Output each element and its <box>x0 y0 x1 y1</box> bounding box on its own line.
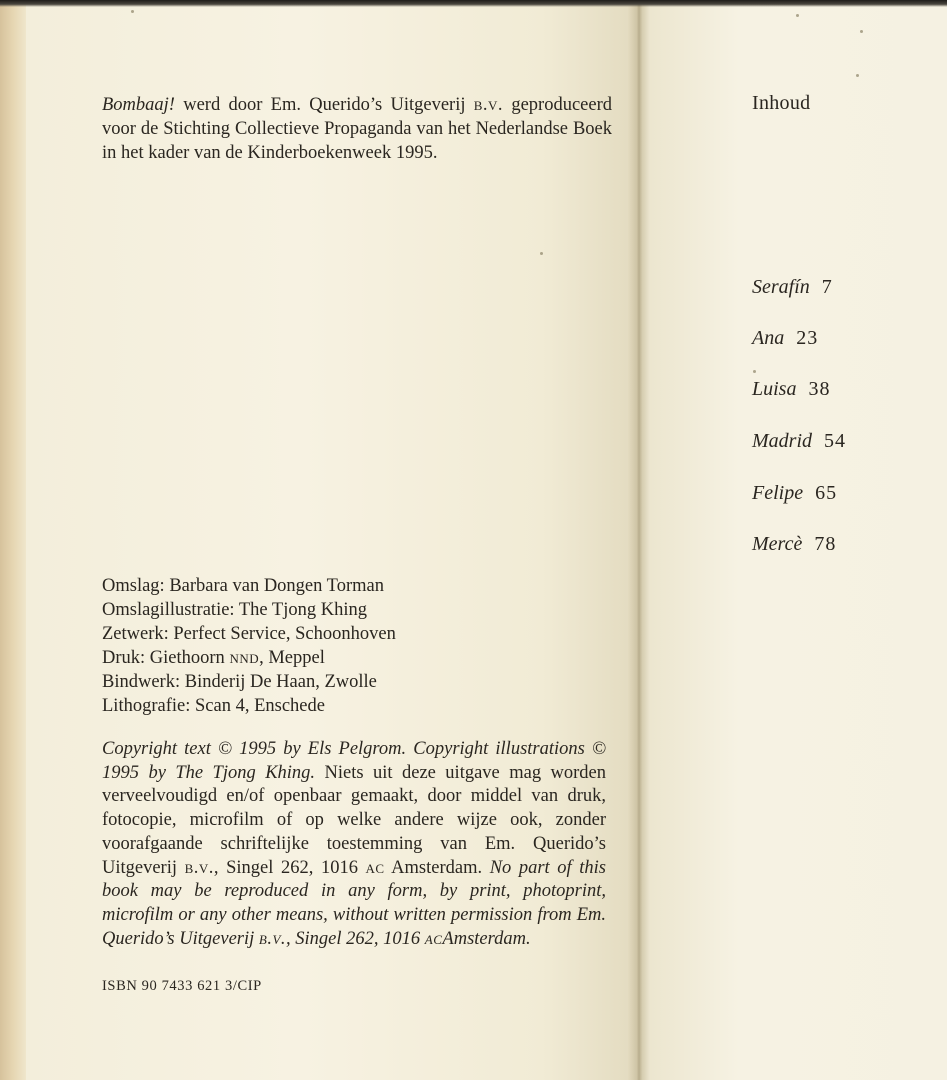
copyright-notice <box>102 738 606 951</box>
credit-line <box>102 646 602 670</box>
copyright-address-2: , Singel 262, 1016 <box>286 928 425 949</box>
paper-speck <box>860 30 863 33</box>
intro-text: geproduceerd voor de Stichting Collectieve Propaganda van het Nederlandse Boek in het kader van de Kinderboekenweek 1995. <box>102 95 612 163</box>
credit-line: Omslagillustratie: The Tjong Khing <box>102 600 367 620</box>
paper-speck <box>856 74 859 77</box>
copyright-dutch: Niets uit deze uitgave mag worden verveelvoudigd en/of openbaar gemaakt, door middel van druk, fotocopie, microfilm of op welke andere wijze ook, zonder voorafgaande schriftelijke toestemming van Em. Querido’s Uitgeverij <box>102 762 606 878</box>
colophon-intro <box>102 93 612 165</box>
toc-entry-title: Ana <box>752 327 785 349</box>
paper-speck <box>753 370 756 373</box>
copyright-ac-2: ac <box>424 928 443 949</box>
toc-entry-title: Serafín <box>752 276 810 298</box>
book-edge <box>0 0 26 1080</box>
copyright-address: , Singel 262, 1016 <box>213 857 366 878</box>
copyright-english: No part of this book may be reproduced in any form, by print, photoprint, microfilm or any other means, without written permission from Em. Querido’s Uitgeverij <box>102 857 606 949</box>
book-gutter <box>628 4 650 1080</box>
credit-druk-prefix: Druk: Giethoorn <box>102 648 230 668</box>
toc-entry-page: 65 <box>815 482 838 504</box>
toc-entry-page: 78 <box>814 533 837 555</box>
intro-text: werd door Em. Querido’s Uitgeverij <box>174 95 474 115</box>
copyright-city-2: Amsterdam. <box>442 928 531 949</box>
credit-line: Bindwerk: Binderij De Haan, Zwolle <box>102 672 377 692</box>
copyright-bv: b.v. <box>184 857 214 878</box>
copyright-city: Amsterdam. <box>384 857 490 878</box>
toc-entry <box>752 327 818 350</box>
toc-entry-page: 7 <box>821 276 833 298</box>
toc-entry <box>752 378 830 401</box>
toc-entry-page: 54 <box>824 430 846 452</box>
copyright-bv-2: b.v. <box>258 928 287 949</box>
toc-entry-page: 23 <box>796 327 819 349</box>
credit-druk-nnd: nnd <box>229 648 260 668</box>
toc-entry <box>752 430 846 453</box>
copyright-ac: ac <box>365 857 385 878</box>
toc-entry-title: Luisa <box>752 378 797 400</box>
intro-bv: b.v. <box>473 95 504 115</box>
book-title: Bombaaj! <box>102 95 175 115</box>
top-shadow <box>0 0 947 7</box>
paper-speck <box>540 252 543 255</box>
toc-heading: Inhoud <box>752 92 811 114</box>
credit-druk-suffix: , Meppel <box>259 648 325 668</box>
isbn: ISBN 90 7433 621 3/CIP <box>102 978 262 994</box>
toc-entry <box>752 276 833 299</box>
copyright-italic: Copyright text © 1995 by Els Pelgrom. Copyright illustrations © 1995 by The Tjong Khing. <box>102 739 606 783</box>
toc-entry <box>752 533 836 556</box>
credit-line: Omslag: Barbara van Dongen Torman <box>102 576 384 596</box>
credit-line: Lithografie: Scan 4, Enschede <box>102 696 325 716</box>
paper-speck <box>131 10 134 13</box>
toc-entry-page: 38 <box>808 378 831 400</box>
toc-entry <box>752 482 837 505</box>
paper-speck <box>796 14 799 17</box>
toc-entry-title: Mercè <box>752 533 803 555</box>
toc-entry-title: Madrid <box>752 430 812 452</box>
toc-entry-title: Felipe <box>752 482 804 504</box>
credits-list <box>102 574 602 718</box>
credit-line: Zetwerk: Perfect Service, Schoonhoven <box>102 624 396 644</box>
